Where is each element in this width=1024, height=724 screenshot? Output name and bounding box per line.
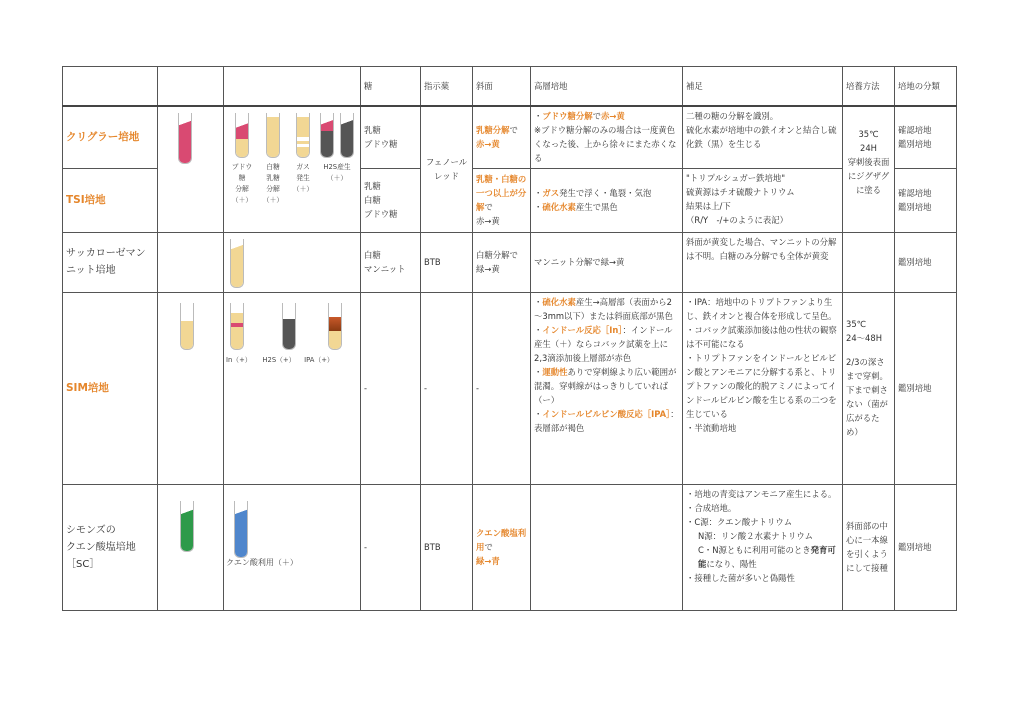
kligler-deep-pre: ・ [534, 111, 543, 121]
simmons-deep [531, 484, 683, 610]
sim-deep-d-hl: インドールピルビン酸反応［IPA］ [542, 408, 671, 419]
kligler-tube-icon [178, 113, 192, 164]
mannitol-note: 斜面が黄変した場合、マンニットの分解は不明。白糖のみ分解でも全体が黄変 [683, 232, 843, 292]
sim-deep-a-hl: 硫化水素 [542, 296, 576, 307]
tsi-deep-pre1: ・ [534, 188, 543, 198]
kligler-deep-hl2: 赤→黄 [601, 111, 625, 121]
simmons-note-6: ・接種した菌が多いと偽陽性 [686, 572, 795, 583]
mannitol-name [63, 232, 158, 292]
mannitol-indicator: BTB [421, 232, 473, 292]
sim-method-technique: 2/3の深さまで穿刺。下まで刺さない（菌が広がるため） [846, 356, 888, 437]
caption-lactose-3: 分解 [266, 185, 280, 193]
sim-note [683, 292, 843, 484]
kligler-class [895, 106, 957, 168]
mannitol-tube-cell [158, 232, 224, 292]
method-temp: 35℃ [858, 129, 879, 139]
kligler-sugar-1: 乳糖 [364, 125, 381, 136]
simmons-indicator: BTB [421, 484, 473, 610]
caption-indole: In（+） [226, 355, 252, 364]
sim-method [843, 292, 895, 484]
indicator-line-2: レッド [433, 171, 460, 182]
tsi-sugar-3: ブドウ糖 [364, 209, 398, 219]
simmons-slope-hl1: クエン酸塩利用 [476, 528, 527, 552]
gas-positive-tube-icon [296, 113, 310, 158]
kligler-slope-hl: 乳糖分解 [476, 125, 510, 136]
row-simmons [63, 484, 957, 610]
header-note: 補足 [683, 67, 843, 107]
simmons-slope [473, 484, 531, 610]
tsi-slope-hl: 乳糖・白糖の一つ以上が分解 [476, 174, 527, 212]
simmons-note-3: ・C源：クエン酸ナトリウム [686, 516, 793, 527]
mannitol-name-1: サッカローゼマン [66, 248, 146, 259]
tsi-note [683, 168, 843, 232]
mannitol-sugar-2: マンニット [364, 264, 406, 274]
tsi-sugar [361, 168, 421, 232]
mannitol-slope [473, 232, 531, 292]
sim-note-1: ・IPA：培地中のトリプトファンより生じ、鉄イオンと複合体を形成して呈色。 [686, 296, 837, 321]
caption-lactose-1: 白糖 [266, 163, 280, 171]
kligler-slope [473, 106, 531, 168]
header-class: 培地の分類 [895, 67, 957, 107]
row-kligler [63, 106, 957, 168]
kligler-deep-note: ※ブドウ糖分解のみの場合は一度黄色くなった後、上から徐々にまた赤くなる [534, 125, 677, 163]
sim-note-4: ・半流動培地 [686, 422, 737, 433]
sim-name: SIM培地 [63, 292, 158, 484]
tsi-deep-pre2: ・ [534, 202, 543, 212]
simmons-note-2: ・合成培地。 [686, 502, 737, 513]
tsi-deep-h2s: 硫化水素 [542, 202, 576, 212]
mannitol-name-2: ニット培地 [66, 265, 116, 276]
tsi-slope-suffix: で [484, 202, 493, 212]
caption-lactose-4: （＋） [262, 196, 284, 204]
glucose-positive-tube-icon [235, 113, 249, 158]
kligler-result-tubes [224, 106, 361, 232]
tsi-note-3: 結果は上/下 [686, 200, 731, 211]
simmons-method: 斜面部の中心に一本線を引くようにして接種 [843, 484, 895, 610]
sim-note-2: ・コバック試薬添加後は他の性状の観察は不可能になる [686, 324, 837, 349]
sim-class: 鑑別培地 [895, 292, 957, 484]
caption-h2s-sim: H2S（+） [262, 355, 296, 364]
kligler-deep-mid: で [592, 111, 601, 121]
kligler-sugar [361, 106, 421, 168]
kligler-class-2: 鑑別培地 [898, 139, 932, 150]
simmons-sugar: - [361, 484, 421, 610]
sim-sugar: - [361, 292, 421, 484]
mannitol-class: 鑑別培地 [895, 232, 957, 292]
simmons-note [683, 484, 843, 610]
tsi-deep-gas-rest: 発生で浮く・亀裂・気泡 [559, 188, 652, 198]
sim-tube-cell [158, 292, 224, 484]
kligler-deep-hl: ブドウ糖分解 [542, 111, 593, 121]
ipa-positive-tube-icon [328, 303, 342, 350]
tsi-class-1: 確認培地 [898, 188, 932, 198]
tsi-slope-end: 赤→黄 [476, 216, 500, 226]
mannitol-result-tube-cell [224, 232, 361, 292]
sim-slope: - [473, 292, 531, 484]
mannitol-deep: マンニット分解で緑→黄 [531, 232, 683, 292]
tsi-deep-h2s-rest: 産生で黒色 [575, 202, 618, 212]
kligler-deep [531, 106, 683, 168]
kligler-tsi-tube-cell [158, 106, 224, 232]
tsi-slope [473, 168, 531, 232]
mannitol-tube-icon [230, 239, 244, 288]
tsi-note-4: （R/Y -/+のように表記） [686, 214, 788, 225]
caption-h2s-1: H2S産生 [323, 163, 351, 171]
kligler-slope-suffix: で [509, 125, 518, 136]
caption-glucose-3: （＋） [231, 196, 253, 204]
media-table-sheet [62, 66, 956, 607]
sim-deep-d-pre: ・ [534, 408, 543, 419]
sim-indicator: - [421, 292, 473, 484]
simmons-name-1: シモンズの [66, 524, 116, 536]
caption-lactose-2: 乳糖 [266, 174, 280, 182]
caption-h2s-2: （＋） [326, 174, 348, 182]
method-time: 24H [860, 143, 877, 153]
caption-ipa: IPA（+） [304, 355, 334, 364]
simmons-class: 鑑別培地 [895, 484, 957, 610]
sim-result-tubes [224, 292, 361, 484]
sim-note-3: ・トリプトファンをインドールとピルビン酸とアンモニアに分解する系と、トリプトファンの酸化的脱アミノによってインドールピルビン酸を生じる系の二つを生じている [686, 352, 837, 419]
simmons-note-5-bold: 発育可能 [698, 544, 836, 569]
sim-deep-b-pre: ・ [534, 324, 543, 335]
sim-method-temp: 35℃ [846, 318, 867, 329]
kligler-sugar-2: ブドウ糖 [364, 139, 398, 150]
header-method: 培養方法 [843, 67, 895, 107]
simmons-slope-hl2: 緑→青 [476, 556, 500, 566]
sim-deep-a-pre: ・ [534, 296, 543, 307]
kligler-note [683, 106, 843, 168]
tsi-note-2: 硫黄源はチオ硫酸ナトリウム [686, 186, 795, 197]
h2s-positive-tube-1-icon [320, 113, 334, 158]
tsi-name: TSI培地 [63, 168, 158, 232]
media-table [62, 66, 957, 611]
mannitol-method [843, 232, 895, 292]
method-technique: 穿刺後表面にジグザグに塗る [847, 157, 890, 195]
tsi-class-2: 鑑別培地 [898, 202, 932, 212]
simmons-note-4: N源：リン酸２水素ナトリウム [698, 530, 814, 541]
tsi-class [895, 168, 957, 232]
mannitol-slope-2: 緑→黄 [476, 264, 500, 274]
simmons-result-tube-cell [224, 484, 361, 610]
kligler-tsi-method [843, 106, 895, 232]
h2s-positive-tube-2-icon [340, 113, 354, 158]
simmons-name-2: クエン酸塩培地 [66, 541, 136, 553]
sim-deep-c-hl: 運動性 [542, 366, 568, 377]
simmons-note-1: ・培地の青変はアンモニア産生による。 [686, 488, 837, 499]
header-indicator: 指示薬 [421, 67, 473, 107]
simmons-note-5-pre: C・N源ともに利用可能のとき [698, 544, 811, 555]
sim-method-time: 24～48H [846, 332, 882, 343]
tsi-deep-gas: ガス [542, 188, 560, 198]
kligler-class-1: 確認培地 [898, 125, 932, 136]
simmons-name-3: ［SC］ [66, 558, 100, 570]
simmons-note-5-post: になり、陽性 [706, 558, 757, 569]
header-row [63, 67, 957, 107]
citrate-positive-tube-icon [234, 501, 248, 558]
sim-deep-c-rest: ありで穿刺線より広い範囲が混濁。穿刺線がはっきりしていれば（ー） [534, 366, 677, 405]
indole-positive-tube-icon [230, 303, 244, 350]
row-sim [63, 292, 957, 484]
lactose-positive-tube-icon [266, 113, 280, 158]
kligler-note-1: 二種の糖の分解を識別。 [686, 111, 779, 121]
header-name [63, 67, 158, 107]
tsi-deep [531, 168, 683, 232]
caption-citrate: クエン酸利用（＋） [226, 557, 298, 567]
header-tube [158, 67, 224, 107]
caption-gas-1: ガス [296, 163, 310, 171]
row-mannitol [63, 232, 957, 292]
header-slope: 斜面 [473, 67, 531, 107]
mannitol-sugar-1: 白糖 [364, 250, 381, 260]
header-results [224, 67, 361, 107]
sim-deep-c-pre: ・ [534, 366, 543, 377]
simmons-name [63, 484, 158, 610]
mannitol-slope-1: 白糖分解で [476, 250, 518, 260]
indicator-phenol-red [421, 106, 473, 232]
kligler-name: クリグラー培地 [63, 106, 158, 168]
caption-gas-3: （＋） [292, 185, 314, 193]
sim-deep-b-hl: インドール反応［In］ [542, 324, 623, 335]
sim-deep [531, 292, 683, 484]
simmons-tube-icon [180, 501, 194, 552]
sim-deep-a-rest: 産生→高層部（表面から2～3mm以下）または斜面底部が黒色 [534, 296, 673, 321]
sim-deep-d-rest: ：表層部が褐色 [534, 408, 679, 433]
kligler-note-2: 硫化水素が培地中の鉄イオンと結合し硫化鉄（黒）を生じる [686, 125, 837, 149]
h2s-sim-tube-icon [282, 303, 296, 350]
tsi-sugar-2: 白糖 [364, 195, 381, 205]
simmons-slope-suffix: で [484, 542, 493, 552]
tsi-note-1: "トリプルシュガー鉄培地" [686, 172, 786, 183]
mannitol-sugar [361, 232, 421, 292]
caption-glucose-2: 分解 [235, 185, 249, 193]
indicator-line-1: フェノール [425, 157, 468, 168]
header-sugar: 糖 [361, 67, 421, 107]
kligler-slope-result: 赤→黄 [476, 139, 500, 150]
caption-glucose-1: ブドウ糖 [231, 163, 253, 182]
simmons-tube-cell [158, 484, 224, 610]
sim-deep-b-rest: ：インドール産生（＋）ならコバック試薬を上に2,3滴添加後上層部が赤色 [534, 324, 673, 363]
header-deep: 高層培地 [531, 67, 683, 107]
tsi-sugar-1: 乳糖 [364, 181, 381, 191]
sim-tube-icon [180, 303, 194, 350]
caption-gas-2: 発生 [296, 174, 310, 182]
